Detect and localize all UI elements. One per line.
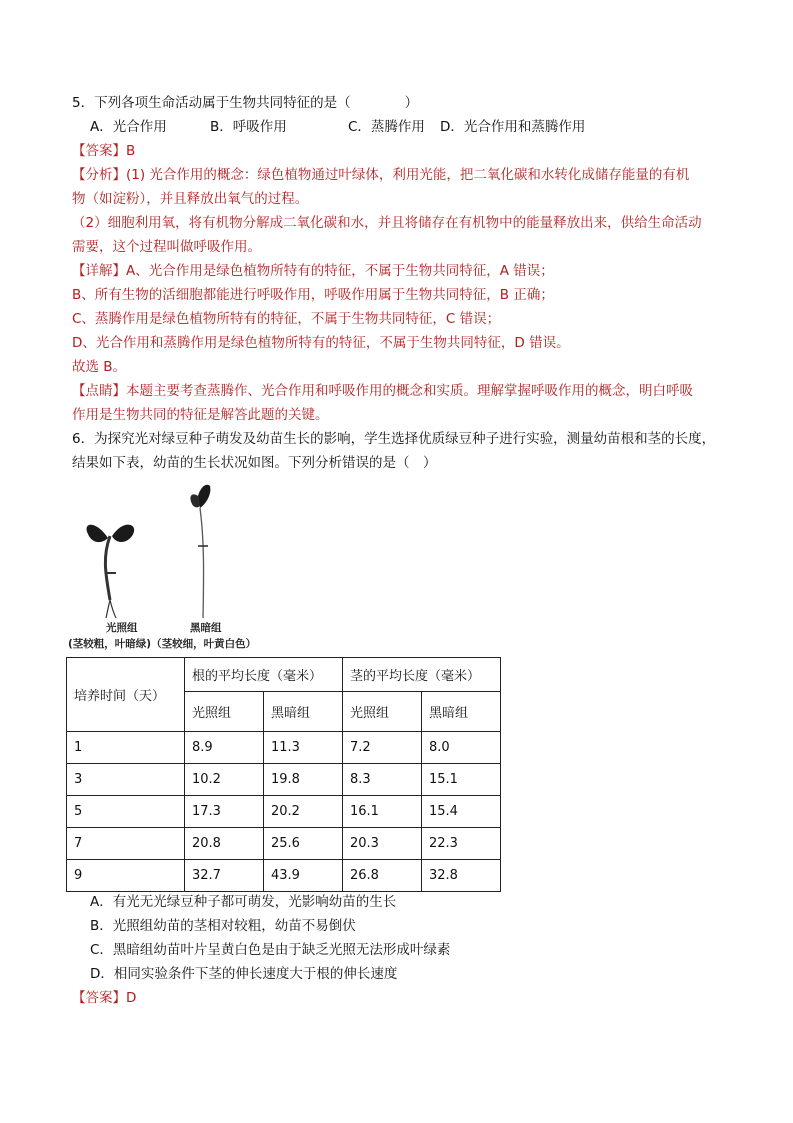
q6-stem-line-1: 6．为探究光对绿豆种子萌发及幼苗生长的影响，学生选择优质绿豆种子进行实验，测量幼苗根和茎的长度， [72, 431, 716, 447]
q6-option-a: A．有光无光绿豆种子都可萌发，光影响幼苗的生长 [90, 894, 397, 910]
light-group-label: 光照组 [106, 622, 138, 634]
detail-text: A、光合作用是绿色植物所特有的特征，不属于生物共同特征，A 错误； [126, 263, 554, 279]
q6-answer [72, 989, 136, 1007]
cell-root-light: 17.3 [185, 796, 264, 828]
cell-day: 3 [67, 764, 185, 796]
cell-root-light: 8.9 [185, 732, 264, 764]
stem-length-header: 茎的平均长度（毫米） [343, 658, 501, 692]
cell-stem-light: 16.1 [343, 796, 422, 828]
cell-stem-dark: 15.4 [422, 796, 501, 828]
cell-root-dark: 19.8 [264, 764, 343, 796]
table-row [67, 828, 501, 860]
table-row [67, 732, 501, 764]
cell-root-dark: 20.2 [264, 796, 343, 828]
cell-root-light: 10.2 [185, 764, 264, 796]
root-light-header: 光照组 [185, 692, 264, 732]
cell-root-light: 20.8 [185, 828, 264, 860]
cell-stem-light: 8.3 [343, 764, 422, 796]
q5-comment-line-2: 作用是生物共同的特征是解答此题的关键。 [72, 407, 329, 423]
q5-detail-line-2: B、所有生物的活细胞都能进行呼吸作用，呼吸作用属于生物共同特征，B 正确； [72, 287, 554, 303]
q5-stem: 5．下列各项生命活动属于生物共同特征的是（ ） [72, 95, 419, 111]
answer-tag: 【答案】 [72, 990, 126, 1006]
table-row [67, 860, 501, 892]
q5-option-d: D．光合作用和蒸腾作用 [440, 119, 586, 135]
cell-stem-light: 7.2 [343, 732, 422, 764]
cell-root-dark: 43.9 [264, 860, 343, 892]
cell-root-dark: 25.6 [264, 828, 343, 860]
q5-option-a: A．光合作用 [90, 119, 167, 135]
detail-tag: 【详解】 [72, 263, 126, 279]
q5-analysis-line-3: （2）细胞利用氧，将有机物分解成二氧化碳和水，并且将储存在有机物中的能量释放出来，供给生命活动 [72, 215, 702, 231]
cell-stem-dark: 32.8 [422, 860, 501, 892]
q5-analysis-line-4: 需要，这个过程叫做呼吸作用。 [72, 239, 261, 255]
cell-root-dark: 11.3 [264, 732, 343, 764]
dark-group-label: 黑暗组 [190, 622, 222, 634]
cell-root-light: 32.7 [185, 860, 264, 892]
q5-detail-line-3: C、蒸腾作用是绿色植物所特有的特征，不属于生物共同特征，C 错误； [72, 311, 501, 327]
light-group-seedling [87, 525, 135, 618]
answer-value: B [126, 143, 136, 159]
table-header-row [67, 658, 501, 692]
q5-detail-line-4: D、光合作用和蒸腾作用是绿色植物所特有的特征，不属于生物共同特征，D 错误。 [72, 335, 570, 351]
table-row [67, 796, 501, 828]
cell-stem-dark: 8.0 [422, 732, 501, 764]
cell-stem-light: 26.8 [343, 860, 422, 892]
cell-stem-light: 20.3 [343, 828, 422, 860]
analysis-text: (1) 光合作用的概念：绿色植物通过叶绿体，利用光能，把二氧化碳和水转化成储存能量的有机 [126, 167, 690, 183]
comment-tag: 【点睛】 [72, 383, 126, 399]
q5-analysis-line-2: 物（如淀粉），并且释放出氧气的过程。 [72, 191, 309, 207]
q5-choose: 故选 B。 [72, 359, 127, 375]
q6-option-c: C．黑暗组幼苗叶片呈黄白色是由于缺乏光照无法形成叶绿素 [90, 942, 451, 958]
seedling-illustration [66, 478, 266, 618]
cell-day: 9 [67, 860, 185, 892]
cell-day: 5 [67, 796, 185, 828]
stem-dark-header: 黑暗组 [422, 692, 501, 732]
growth-data-table [66, 657, 501, 892]
dark-group-seedling [190, 485, 210, 618]
q5-option-c: C．蒸腾作用 [348, 119, 425, 135]
q6-option-d: D．相同实验条件下茎的伸长速度大于根的伸长速度 [90, 966, 398, 982]
root-length-header: 根的平均长度（毫米） [185, 658, 343, 692]
q5-answer [72, 142, 135, 160]
root-dark-header: 黑暗组 [264, 692, 343, 732]
cell-day: 7 [67, 828, 185, 860]
figure-caption: (茎较粗，叶暗绿)（茎较细，叶黄白色） [68, 638, 257, 650]
answer-value: D [126, 990, 137, 1006]
analysis-tag: 【分析】 [72, 167, 126, 183]
q5-detail-line-1 [72, 262, 554, 280]
table-row [67, 764, 501, 796]
q6-stem-line-2: 结果如下表，幼苗的生长状况如图。下列分析错误的是（ ） [72, 455, 437, 471]
seedling-figure [66, 478, 266, 650]
cell-stem-dark: 22.3 [422, 828, 501, 860]
comment-text: 本题主要考查蒸腾作、光合作用和呼吸作用的概念和实质。理解掌握呼吸作用的概念，明白呼吸 [126, 383, 693, 399]
q5-comment-line-1 [72, 382, 693, 400]
answer-tag: 【答案】 [72, 143, 126, 159]
cell-stem-dark: 15.1 [422, 764, 501, 796]
time-header: 培养时间（天） [67, 658, 185, 732]
q5-analysis-line-1 [72, 166, 689, 184]
stem-light-header: 光照组 [343, 692, 422, 732]
cell-day: 1 [67, 732, 185, 764]
q6-option-b: B．光照组幼苗的茎相对较粗，幼苗不易倒伏 [90, 918, 356, 934]
q5-option-b: B．呼吸作用 [210, 119, 287, 135]
